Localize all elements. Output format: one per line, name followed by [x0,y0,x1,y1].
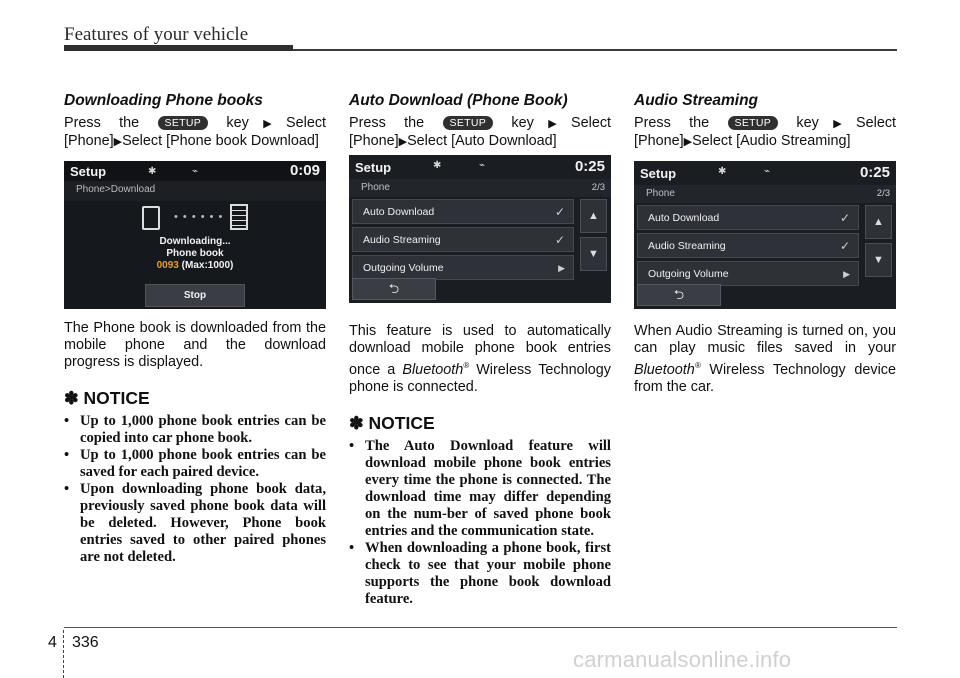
menu-item-outgoing-volume[interactable]: Outgoing Volume ▶ [637,261,859,286]
screen-title: Setup [640,165,677,181]
phone-icon [142,206,160,230]
screen-clock: 0:25 [859,164,890,181]
phone-menu-screen [349,155,611,303]
header-rule-thin [293,49,897,51]
column-audio-streaming [634,92,896,396]
column-auto-download [349,92,611,608]
section-heading: Audio Streaming [634,92,759,109]
download-count: 0093 [156,260,179,271]
phone-menu-screen [634,161,896,309]
usb-icon: ⌁ [479,160,486,171]
download-status [64,236,326,272]
scroll-up-button[interactable]: ▲ [865,205,892,239]
download-screen [64,161,326,309]
status-line: Downloading... [159,236,231,247]
column-downloading-phone-books [64,92,326,566]
status-line: Phone book [166,248,224,259]
chapter-number: 4 [48,634,57,651]
notice-item: • The Auto Download feature will download mobile phone book entries every time the phone is connected. The download time may differ depending on the num-ber of saved phone book entries and the communication state. [349,437,611,539]
section-heading: Downloading Phone books [64,92,263,109]
phonebook-icon [230,204,248,230]
description-text: The Phone book is downloaded from the mobile phone and the download progress is displayed. [64,320,326,370]
notice-list [349,438,611,608]
menu-item-audio-streaming[interactable]: Audio Streaming ✓ [352,227,574,252]
arrow-right-icon: ▶ [113,136,123,148]
scroll-down-button[interactable]: ▼ [865,243,892,277]
notice-item: • Upon downloading phone book data, previously saved phone book data will be deleted. However, Phone book entries saved to other paired phones are not deleted. [64,481,326,565]
scroll-up-button[interactable]: ▲ [580,199,607,233]
back-button[interactable]: ⮌ [637,284,721,306]
check-icon: ✓ [554,205,565,219]
arrow-right-icon: ▶ [558,263,565,273]
instruction-text: Press the SETUP key▶Select [Phone]▶Select [Audio Streaming] [634,115,897,149]
scroll-down-button[interactable]: ▼ [580,237,607,271]
menu-item-outgoing-volume[interactable]: Outgoing Volume ▶ [352,255,574,280]
check-icon: ✓ [839,211,850,225]
description-text: When Audio Streaming is turned on, you can play music files saved in your Bluetooth® Wireless Technology device from the car. [634,323,896,395]
notice-list [64,413,326,566]
arrow-right-icon: ▶ [683,136,693,148]
bluetooth-icon: ✱ [718,166,727,177]
check-icon: ✓ [554,233,565,247]
menu-item-audio-streaming[interactable]: Audio Streaming ✓ [637,233,859,258]
arrow-right-icon: ▶ [248,118,287,130]
notice-title: ✽ NOTICE [349,412,435,433]
page-number: 336 [72,634,99,651]
header-rule [64,45,293,51]
screen-subtitle: Phone 2/3 [349,179,611,197]
arrow-right-icon: ▶ [818,118,857,130]
bluetooth-icon: ✱ [148,166,157,177]
setup-key: SETUP [158,116,209,130]
usb-icon: ⌁ [764,166,771,177]
progress-dots: • • • • • • [174,211,224,223]
screen-clock: 0:09 [289,162,320,179]
instruction-text: Press the SETUP key▶Select [Phone]▶Select [Phone book Download] [64,115,327,149]
notice-item: • When downloading a phone book, first check to see that your mobile phone supports the phone book download feature. [349,539,611,607]
arrow-right-icon: ▶ [843,269,850,279]
screen-clock: 0:25 [574,158,605,175]
bluetooth-icon: ✱ [433,160,442,171]
screen-title: Setup [70,163,107,179]
setup-key: SETUP [728,116,779,130]
screen-subtitle: Phone 2/3 [634,185,896,203]
back-button[interactable]: ⮌ [352,278,436,300]
notice-item: • Up to 1,000 phone book entries can be copied into car phone book. [64,413,326,446]
arrow-right-icon: ▶ [398,136,408,148]
page-indicator: 2/3 [591,182,605,193]
footer-rule [64,627,897,628]
section-heading: Auto Download (Phone Book) [349,92,568,109]
watermark: carmanualsonline.info [573,647,792,672]
breadcrumb: Phone>Download [64,181,326,201]
notice-title: ✽ NOTICE [64,388,150,408]
screen-title: Setup [355,159,392,175]
footer-divider [63,630,65,678]
arrow-right-icon: ▶ [533,118,572,130]
page-indicator: 2/3 [876,188,890,199]
setup-key: SETUP [443,116,494,130]
stop-button[interactable]: Stop [145,284,245,307]
instruction-text: Press the SETUP key▶Select [Phone]▶Select [Auto Download] [349,115,612,149]
menu-item-auto-download[interactable]: Auto Download ✓ [637,205,859,230]
header-title: Features of your vehicle [64,24,249,45]
description-text: This feature is used to automatically download mobile phone book entries once a Bluetooth® Wireless Technology phone is connected. [349,323,611,395]
notice-item: • Up to 1,000 phone book entries can be saved for each paired device. [64,447,326,480]
download-max: (Max:1000) [181,260,234,271]
usb-icon: ⌁ [192,166,199,177]
menu-item-auto-download[interactable]: Auto Download ✓ [352,199,574,224]
check-icon: ✓ [839,239,850,253]
